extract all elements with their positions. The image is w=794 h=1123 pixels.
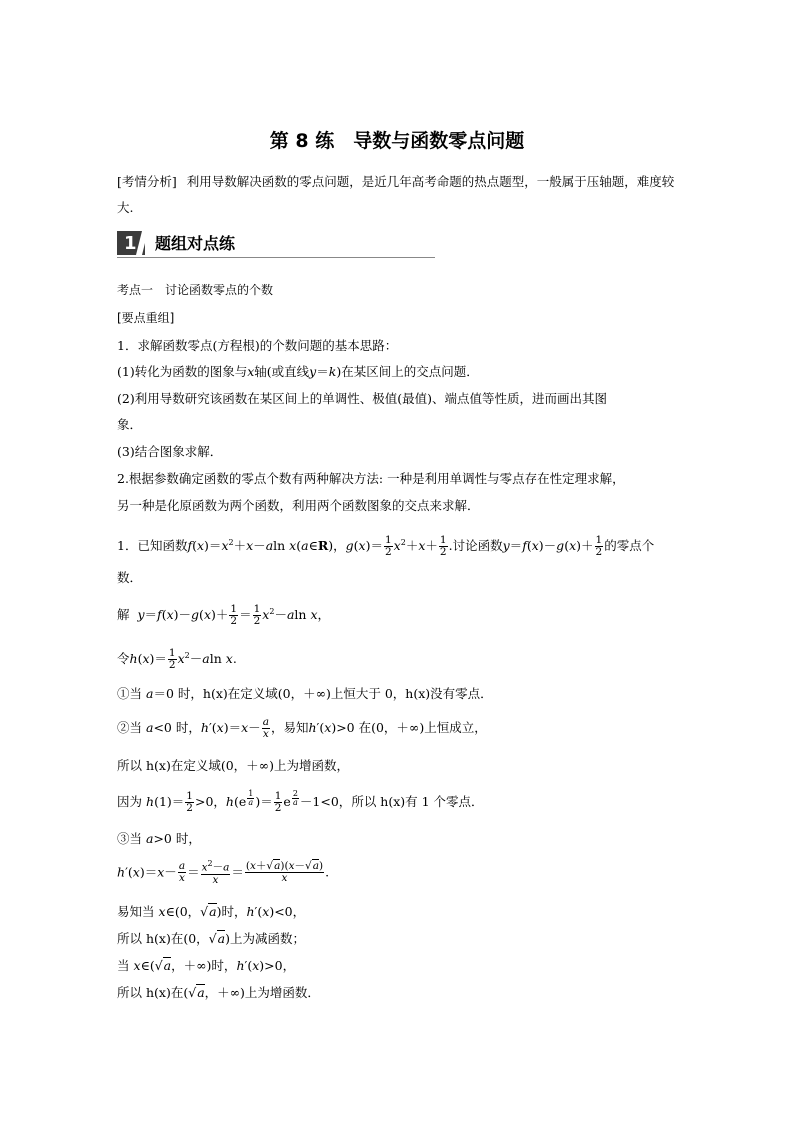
point-2-line2: 另一种是化原函数为两个函数，利用两个函数图象的交点来求解．: [117, 498, 480, 513]
case-3-line2: 易知当 x∈(0，√a)时，h′(x)<0，: [117, 904, 306, 919]
problem-statement-tail: 数．: [117, 570, 143, 585]
point-1c: (3)结合图象求解．: [117, 444, 223, 459]
case-1: ①当 a＝0 时，h(x)在定义域(0，＋∞)上恒大于 0，h(x)没有零点．: [117, 686, 493, 701]
point-2-line1: 2.根据参数确定函数的零点个数有两种解决方法: 一种是利用单调性与零点存在性定理求解，: [117, 471, 625, 486]
case-2-line2: 所以 h(x)在定义域(0，＋∞)上为增函数，: [117, 758, 349, 773]
case-3-line4: 当 x∈(√a，＋∞)时，h′(x)>0，: [117, 958, 296, 973]
analysis-text: 利用导数解决函数的零点问题，是近几年高考命题的热点题型，一般属于压轴题，难度较大.: [117, 174, 675, 215]
case-3-line3: 所以 h(x)在(0，√a)上为减函数；: [117, 931, 305, 946]
case-3-derivative: h′(x)＝x－ $\frac{a}{x}$ ＝ $\frac{x^2-a}{x}$ ＝ $\frac{(x+√a)(x-√a)}{x}$ .: [117, 859, 330, 886]
page-title: 第 8 练 导数与函数零点问题: [269, 130, 525, 152]
point-1a: (1)转化为函数的图象与x轴(或直线y＝k)在某区间上的交点问题．: [117, 364, 479, 379]
section-divider: [117, 257, 435, 258]
solution-step-1: 解 y＝f(x)－g(x)＋ $\frac{1}{2}$ ＝ $\frac{1}{2}$ $x^2-aln$ x，: [117, 603, 331, 628]
topic-heading: 考点一 讨论函数零点的个数: [117, 283, 274, 297]
key-points-tag: [要点重组]: [117, 311, 175, 325]
point-1b-line2: 象．: [117, 417, 143, 432]
case-2-line3: 因为 h(1)＝ $\frac{1}{2}$ >0，h(e $^{\frac{1}{a}}$ )＝ $\frac{1}{2}$ e $^{\frac{2}{a}}$ －1<0，所以 h(x)有 1 个零点．: [117, 789, 484, 815]
solution-step-2: 令h(x)＝ $\frac{1}{2}$ $x^2-aln$ x.: [117, 647, 237, 672]
point-1: 1．求解函数零点(方程根)的个数问题的基本思路：: [117, 338, 398, 353]
analysis-paragraph: [117, 169, 682, 221]
section-number: 1: [124, 233, 137, 254]
case-3-line5: 所以 h(x)在(√a，＋∞)上为增函数．: [117, 985, 320, 1000]
section-banner-label: 题组对点练: [155, 234, 236, 253]
case-2: ②当 a<0 时，h′(x)＝x－ $\frac{a}{x}$ ，易知h′(x)>0 在(0，＋∞)上恒成立，: [117, 716, 487, 741]
section-number-badge: [117, 231, 145, 255]
problem-statement: 1．已知函数$f(x)=x^2+x-aln$ x(a∈R)，g(x)＝ $\frac{1}{2}$ $x^2+x+$ $\frac{1}{2}$ .讨论函数y＝f(x)－g(x)＋ $\frac{1}{2}$ 的零点个: [117, 534, 655, 559]
case-3: ③当 a>0 时，: [117, 831, 201, 846]
point-1b-line1: (2)利用导数研究该函数在某区间上的单调性、极值(最值)、端点值等性质，进而画出其图: [117, 391, 607, 406]
section-banner: [117, 229, 435, 259]
analysis-tag: [考情分析]: [117, 174, 177, 189]
